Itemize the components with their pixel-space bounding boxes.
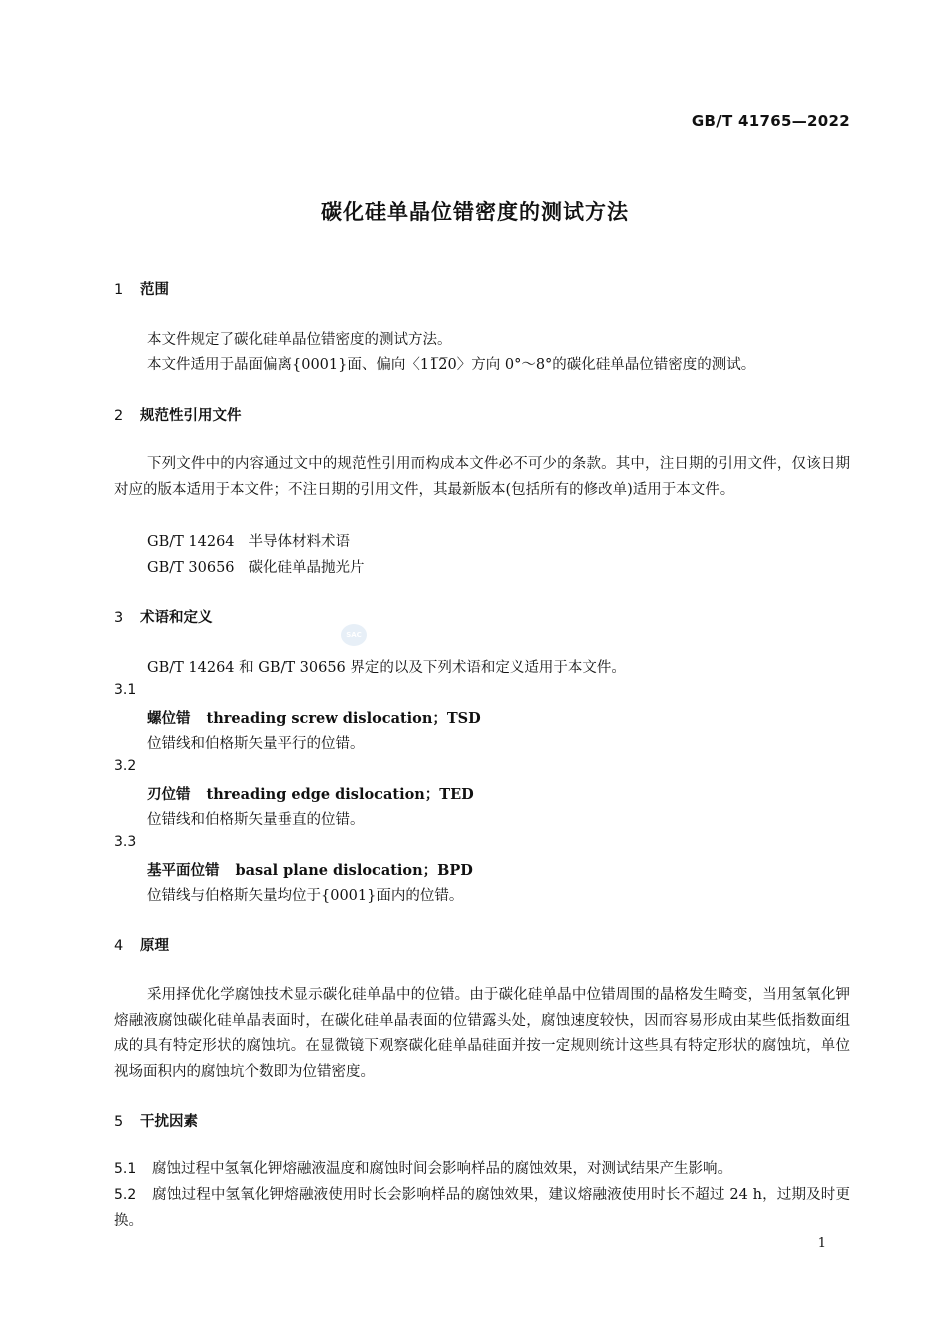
reference-title: 碳化硅单晶抛光片 [248,560,365,576]
clause-number: 3.3 [114,834,137,850]
section-title: 范围 [140,282,169,298]
section-number: 5 [114,1114,124,1130]
normative-references-paragraph: 下列文件中的内容通过文中的规范性引用而构成本文件必不可少的条款。其中，注日期的引用文件，仅该日期对应的版本适用于本文件；不注日期的引用文件，其最新版本(包括所有的修改单)适用于本文件。 [114,456,850,498]
reference-title: 半导体材料术语 [248,534,351,550]
principle-paragraph: 采用择优化学腐蚀技术显示碳化硅单晶中的位错。由于碳化硅单晶中位错周围的晶格发生畸变，当用氢氧化钾熔融液腐蚀碳化硅单晶表面时，在碳化硅单晶表面的位错露头处，腐蚀速度较快，因而容易形成由某些低指数面组成的具有特定形状的腐蚀坑。在显微镜下观察碳化硅单晶硅面并按一定规则统计这些具有特定形状的腐蚀坑，单位视场面积内的腐蚀坑个数即为位错密度。 [114,987,850,1080]
reference-item [147,530,350,551]
interference-item [114,1157,850,1183]
term-entry [147,859,473,880]
term-entry [147,783,474,804]
term-english: threading screw dislocation；TSD [206,710,481,727]
terms-intro-paragraph: GB/T 14264 和 GB/T 30656 界定的以及下列术语和定义适用于本文件。 [147,660,626,676]
scope-paragraph-2: 本文件适用于晶面偏离{0001}面、偏向〈11̅2̅0〉方向 0°～8°的碳化硅单晶位错密度的测试。 [147,357,756,373]
interference-text: 腐蚀过程中氢氧化钾熔融液温度和腐蚀时间会影响样品的腐蚀效果，对测试结果产生影响。 [152,1161,732,1177]
interference-text: 腐蚀过程中氢氧化钾熔融液使用时长会影响样品的腐蚀效果，建议熔融液使用时长不超过 24 h，过期及时更换。 [114,1187,850,1229]
section-title: 干扰因素 [140,1114,198,1130]
scope-paragraph-1: 本文件规定了碳化硅单晶位错密度的测试方法。 [147,332,452,348]
section-title: 原理 [140,938,169,954]
section-number: 1 [114,282,124,298]
standard-code: GB/T 41765—2022 [691,112,850,130]
clause-number: 3.1 [114,682,137,698]
document-title: 碳化硅单晶位错密度的测试方法 [321,200,629,224]
clause-number: 3.2 [114,758,137,774]
term-chinese: 刃位错 [147,787,191,803]
term-definition: 位错线与伯格斯矢量均位于{0001}面内的位错。 [147,888,464,904]
clause-number: 5.1 [114,1161,137,1177]
term-entry [147,707,481,728]
reference-code: GB/T 14264 [147,534,235,550]
section-2-heading [114,404,242,425]
interference-item [114,1183,850,1234]
term-english: basal plane dislocation；BPD [235,862,473,879]
term-definition: 位错线和伯格斯矢量平行的位错。 [147,736,365,752]
section-title: 规范性引用文件 [140,408,242,424]
clause-number: 5.2 [114,1187,137,1203]
reference-code: GB/T 30656 [147,560,235,576]
section-number: 2 [114,408,124,424]
term-definition: 位错线和伯格斯矢量垂直的位错。 [147,812,365,828]
term-chinese: 螺位错 [147,711,191,727]
section-number: 4 [114,938,124,954]
sac-watermark: SAC [341,624,367,646]
section-title: 术语和定义 [140,610,213,626]
reference-item [147,556,365,577]
section-1-heading [114,278,169,299]
section-3-heading [114,606,213,627]
section-4-heading [114,934,169,955]
section-number: 3 [114,610,124,626]
section-5-heading [114,1110,198,1131]
term-english: threading edge dislocation；TED [206,786,474,803]
term-chinese: 基平面位错 [147,863,220,879]
page-number: 1 [817,1236,826,1251]
